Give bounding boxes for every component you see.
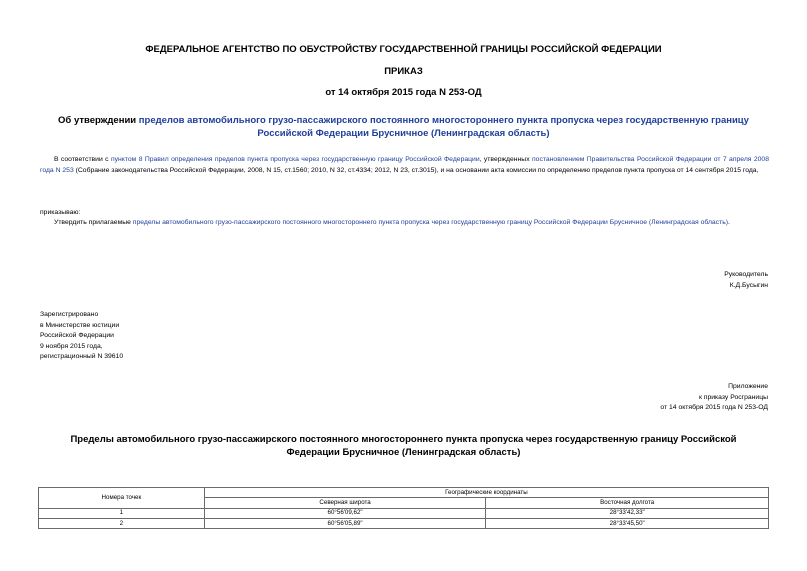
preamble-text-3: (Собрание законодательства Российской Федерации, 2008, N 15, ст.1560; 2010, N 32, ст.4334; 2012, N 23, ст.3015), и на основании акта комиссии по определению пределов пункта пропуска от 14 сентября 2015 года,: [73, 166, 759, 174]
title-link[interactable]: пределов автомобильного грузо-пассажирского постоянного многостороннего пункта пропуска через государственную границу Российской Федерации Брусничное (Ленинградская область): [138, 115, 749, 139]
signature-position: Руководитель: [724, 271, 768, 278]
preamble-paragraph: [40, 155, 769, 176]
header-latitude: Северная широта: [204, 498, 486, 508]
registration-line: 9 ноября 2015 года,: [40, 342, 103, 350]
order-word: приказываю:: [40, 209, 81, 216]
cell-latitude: 60°56'09,62": [204, 508, 486, 518]
order-text-2: .: [728, 219, 730, 226]
registration-block: [40, 310, 123, 363]
order-text-1: Утвердить прилагаемые: [54, 219, 133, 226]
table-header-row: [39, 488, 769, 498]
registration-line: в Министерстве юстиции: [40, 321, 120, 329]
document-title: [48, 115, 759, 140]
cell-latitude: 60°56'05,89": [204, 518, 486, 528]
registration-line: регистрационный N 39610: [40, 353, 124, 361]
document-type: ПРИКАЗ: [384, 66, 423, 77]
appendix-line: Приложение: [728, 383, 768, 390]
header-longitude: Восточная долгота: [486, 498, 769, 508]
cell-longitude: 28°33'45,50": [486, 518, 769, 528]
resolution-link[interactable]: постановлением Правительства Российской Федерации от 7 апреля 2008 года N 253: [40, 156, 769, 174]
appendix-title: Пределы автомобильного грузо-пассажирского постоянного многостороннего пункта пропуска через государственную границу Российской Федерации Брусничное (Ленинградская область): [70, 434, 737, 458]
appendix-block: [0, 382, 768, 414]
document-date-number: от 14 октября 2015 года N 253-ОД: [325, 87, 482, 98]
appendix-line: к приказу Росграницы: [698, 393, 768, 401]
cell-longitude: 28°33'42,33": [486, 508, 769, 518]
table-row: [39, 518, 769, 528]
limits-link[interactable]: пределы автомобильного грузо-пассажирского постоянного многостороннего пункта пропуска через государственную границу Российской Федерации Брусничное (Ленинградская область): [132, 219, 729, 226]
title-prefix: Об утверждении: [58, 115, 139, 126]
table-row: [39, 508, 769, 518]
header-geo-coordinates: Географические координаты: [204, 488, 768, 498]
cell-point: 2: [39, 518, 205, 528]
coordinates-table: [38, 487, 769, 529]
header-point-number: Номера точек: [39, 488, 205, 509]
preamble-text-2: , утвержденных: [479, 156, 532, 163]
preamble-text-1: В соответствии с: [54, 156, 111, 163]
order-paragraph: [40, 218, 769, 229]
signature-name: К.Д.Бусыгин: [729, 282, 768, 289]
rules-link[interactable]: пунктом 8 Правил определения пределов пункта пропуска через государственную границу Российской Федерации: [110, 156, 480, 163]
registration-line: Зарегистрировано: [40, 311, 99, 318]
registration-line: Российской Федерации: [40, 332, 114, 340]
agency-name: ФЕДЕРАЛЬНОЕ АГЕНТСТВО ПО ОБУСТРОЙСТВУ ГОСУДАРСТВЕННОЙ ГРАНИЦЫ РОССИЙСКОЙ ФЕДЕРАЦИИ: [145, 44, 662, 55]
cell-point: 1: [39, 508, 205, 518]
appendix-line: от 14 октября 2015 года N 253-ОД: [660, 404, 768, 412]
